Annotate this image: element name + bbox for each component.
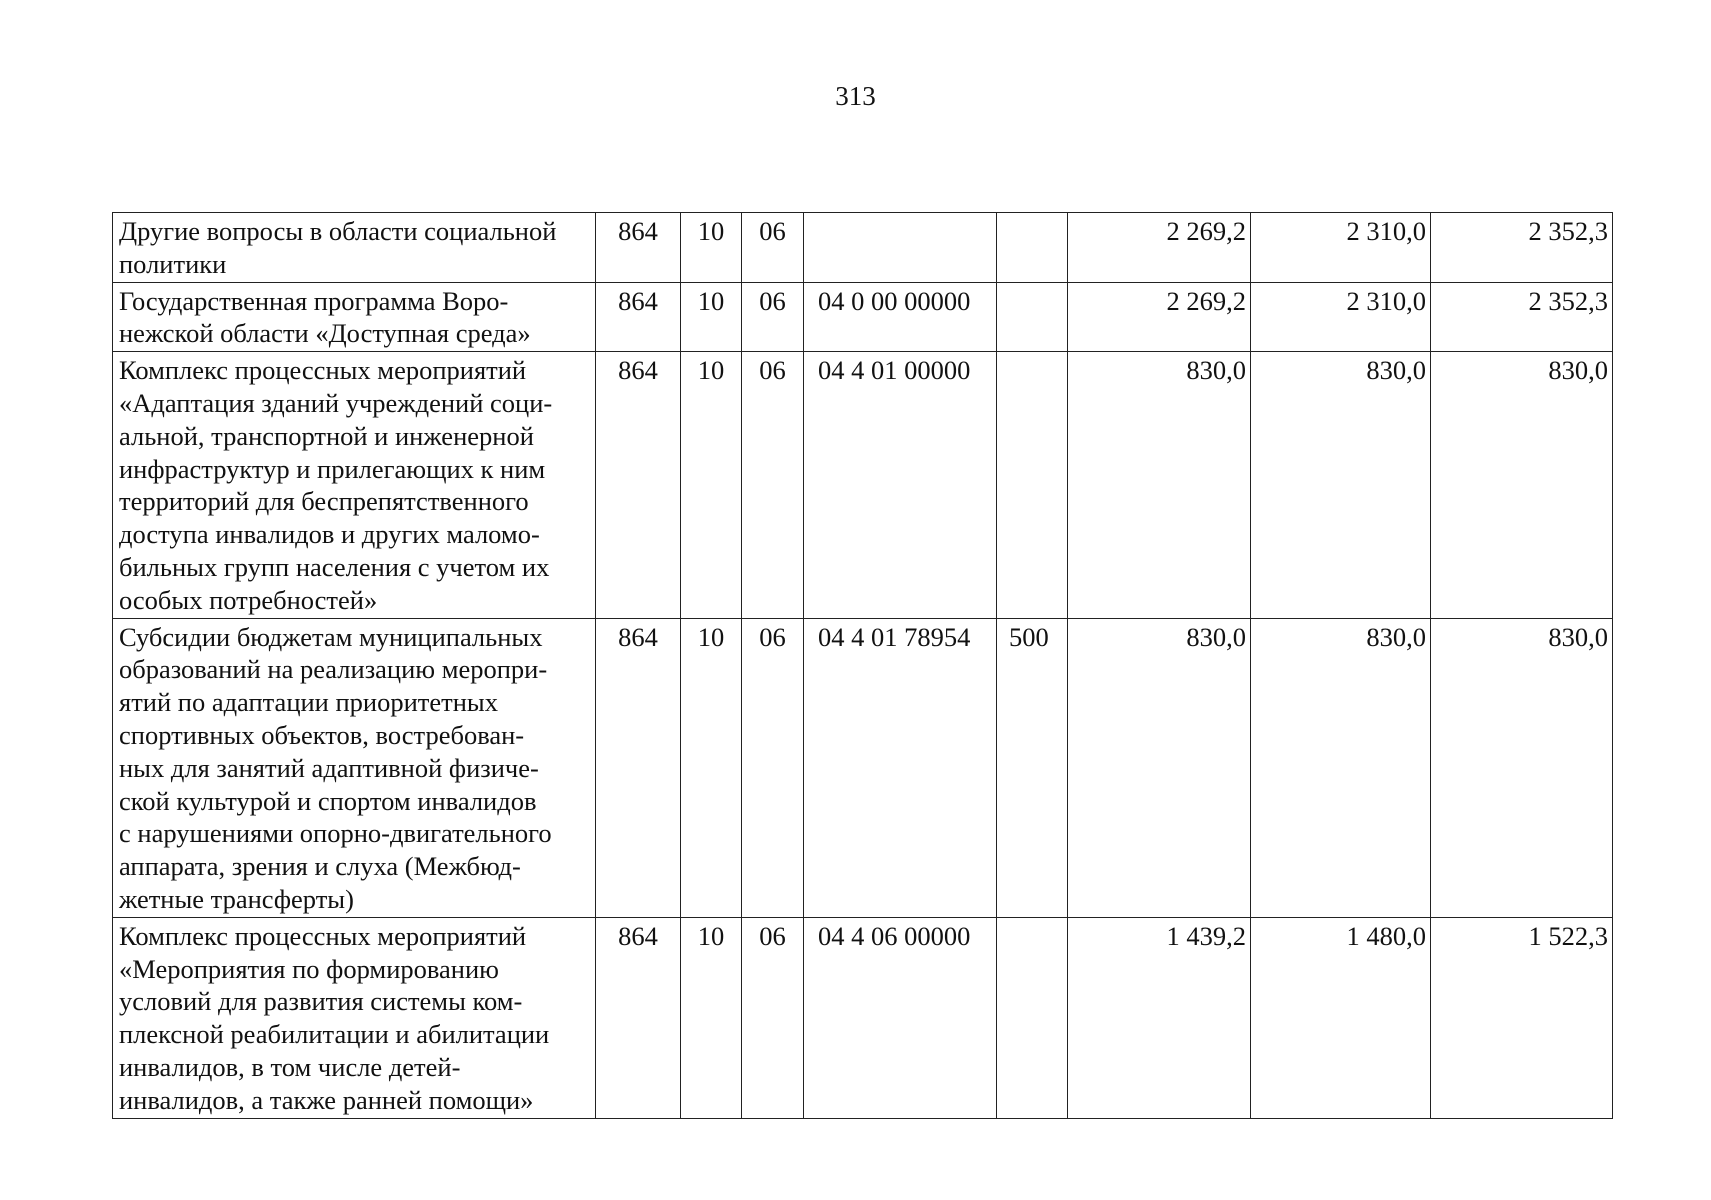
expense-name-line: ятий по адаптации приоритетных bbox=[119, 687, 498, 718]
amount-year-3-cell: 2 352,3 bbox=[1431, 282, 1613, 352]
target-article-cell: 04 4 01 00000 bbox=[804, 352, 997, 618]
amount-year-1-cell: 830,0 bbox=[1068, 618, 1251, 917]
expense-name-line: Комплекс процессных мероприятий bbox=[119, 355, 527, 386]
subsection-code-cell: 06 bbox=[742, 282, 804, 352]
expense-name-line: инвалидов, в том числе детей- bbox=[119, 1051, 461, 1082]
amount-year-2-cell: 2 310,0 bbox=[1251, 213, 1431, 283]
subsection-code-cell: 06 bbox=[742, 352, 804, 618]
amount-year-1-cell: 2 269,2 bbox=[1068, 213, 1251, 283]
amount-year-3-cell: 830,0 bbox=[1431, 618, 1613, 917]
expense-name-line: доступа инвалидов и других маломо- bbox=[119, 519, 540, 550]
expense-name-line: бильных групп населения с учетом их bbox=[119, 551, 550, 582]
amount-year-3-cell: 2 352,3 bbox=[1431, 213, 1613, 283]
expense-type-cell bbox=[997, 352, 1068, 618]
table-row bbox=[113, 213, 1613, 283]
section-code-cell: 10 bbox=[681, 917, 742, 1118]
amount-year-3-cell: 1 522,3 bbox=[1431, 917, 1613, 1118]
expense-name-line: Комплекс процессных мероприятий bbox=[119, 920, 527, 951]
expense-type-cell bbox=[997, 282, 1068, 352]
expense-name-cell bbox=[113, 352, 596, 618]
expense-name-cell bbox=[113, 917, 596, 1118]
expense-name-cell bbox=[113, 282, 596, 352]
section-code-cell: 10 bbox=[681, 352, 742, 618]
admin-code-cell: 864 bbox=[596, 352, 681, 618]
expense-name-line: территорий для беспрепятственного bbox=[119, 486, 529, 517]
expense-name-line: ных для занятий адаптивной физиче- bbox=[119, 752, 539, 783]
target-article-cell: 04 0 00 00000 bbox=[804, 282, 997, 352]
expense-type-cell bbox=[997, 917, 1068, 1118]
amount-year-2-cell: 2 310,0 bbox=[1251, 282, 1431, 352]
expense-name-line: с нарушениями опорно-двигательного bbox=[119, 818, 552, 849]
budget-table bbox=[112, 212, 1613, 1119]
expense-name-line: Другие вопросы в области социальной bbox=[119, 216, 557, 246]
section-code-cell: 10 bbox=[681, 213, 742, 283]
amount-year-2-cell: 830,0 bbox=[1251, 352, 1431, 618]
expense-name-line: инвалидов, а также ранней помощи» bbox=[119, 1084, 534, 1115]
admin-code-cell: 864 bbox=[596, 282, 681, 352]
target-article-cell bbox=[804, 213, 997, 283]
expense-name-line: Субсидии бюджетам муниципальных bbox=[119, 621, 543, 652]
expense-name-line: аппарата, зрения и слуха (Межбюд- bbox=[119, 851, 521, 882]
expense-name-line: ской культурой и спортом инвалидов bbox=[119, 785, 537, 816]
expense-name-line: плексной реабилитации и абилитации bbox=[119, 1019, 550, 1050]
expense-name-line: инфраструктур и прилегающих к ним bbox=[119, 453, 546, 484]
subsection-code-cell: 06 bbox=[742, 917, 804, 1118]
expense-name-cell bbox=[113, 618, 596, 917]
amount-year-1-cell: 2 269,2 bbox=[1068, 282, 1251, 352]
subsection-code-cell: 06 bbox=[742, 618, 804, 917]
expense-name-line: Государственная программа Воро- bbox=[119, 285, 509, 316]
expense-name-line: политики bbox=[119, 248, 227, 279]
table-body bbox=[113, 213, 1613, 1119]
subsection-code-cell: 06 bbox=[742, 213, 804, 283]
table-row bbox=[113, 352, 1613, 618]
expense-name-line: нежской области «Доступная среда» bbox=[119, 318, 531, 349]
section-code-cell: 10 bbox=[681, 282, 742, 352]
amount-year-2-cell: 830,0 bbox=[1251, 618, 1431, 917]
expense-name-line: образований на реализацию меропри- bbox=[119, 654, 548, 685]
expense-name-line: альной, транспортной и инженерной bbox=[119, 420, 534, 451]
admin-code-cell: 864 bbox=[596, 618, 681, 917]
admin-code-cell: 864 bbox=[596, 213, 681, 283]
expense-name-cell bbox=[113, 213, 596, 283]
table-row bbox=[113, 917, 1613, 1118]
section-code-cell: 10 bbox=[681, 618, 742, 917]
admin-code-cell: 864 bbox=[596, 917, 681, 1118]
expense-name-line: жетные трансферты) bbox=[119, 883, 354, 914]
expense-name-line: условий для развития системы ком- bbox=[119, 986, 523, 1017]
amount-year-1-cell: 830,0 bbox=[1068, 352, 1251, 618]
expense-name-line: спортивных объектов, востребован- bbox=[119, 719, 525, 750]
amount-year-3-cell: 830,0 bbox=[1431, 352, 1613, 618]
table-row bbox=[113, 282, 1613, 352]
amount-year-2-cell: 1 480,0 bbox=[1251, 917, 1431, 1118]
table-row bbox=[113, 618, 1613, 917]
target-article-cell: 04 4 06 00000 bbox=[804, 917, 997, 1118]
expense-name-line: особых потребностей» bbox=[119, 584, 378, 615]
expense-name-line: «Адаптация зданий учреждений соци- bbox=[119, 387, 553, 418]
expense-type-cell bbox=[997, 213, 1068, 283]
page-number: 313 bbox=[835, 81, 876, 111]
target-article-cell: 04 4 01 78954 bbox=[804, 618, 997, 917]
expense-name-line: «Мероприятия по формированию bbox=[119, 953, 499, 984]
amount-year-1-cell: 1 439,2 bbox=[1068, 917, 1251, 1118]
expense-type-cell: 500 bbox=[997, 618, 1068, 917]
